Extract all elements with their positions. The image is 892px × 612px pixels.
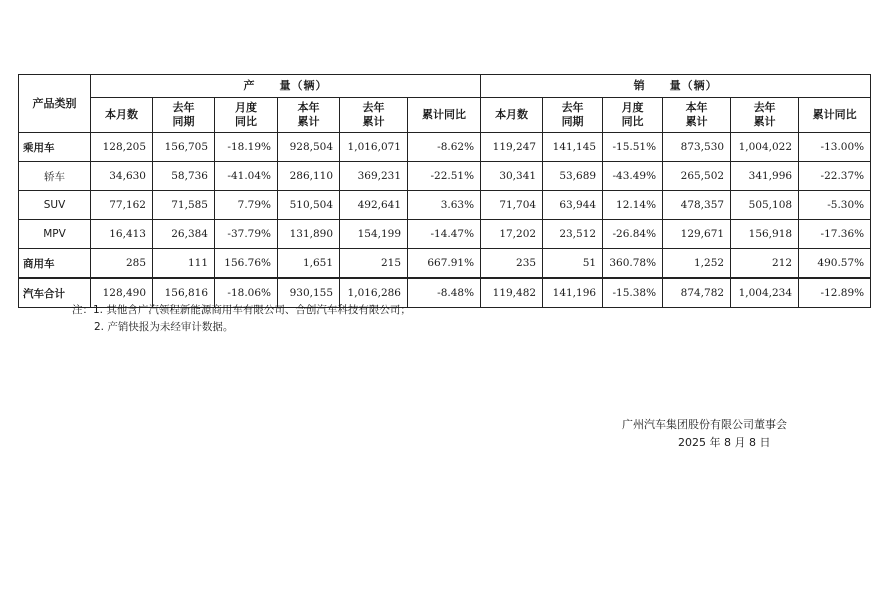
row-category: 商用车 <box>19 249 91 279</box>
production-cell: -18.19% <box>215 133 278 162</box>
sales-cell: 119,482 <box>481 278 543 308</box>
sales-cell: 505,108 <box>731 191 799 220</box>
production-cell: -18.06% <box>215 278 278 308</box>
sales-cell: 71,704 <box>481 191 543 220</box>
sales-cell: -22.37% <box>799 162 871 191</box>
production-cell: -8.62% <box>408 133 481 162</box>
sales-cell: 265,502 <box>663 162 731 191</box>
production-cell: -22.51% <box>408 162 481 191</box>
production-cell: 369,231 <box>340 162 408 191</box>
sales-cell: -13.00% <box>799 133 871 162</box>
sales-cell: 156,918 <box>731 220 799 249</box>
production-cell: 111 <box>153 249 215 279</box>
sales-cell: 119,247 <box>481 133 543 162</box>
production-cell: 1,016,071 <box>340 133 408 162</box>
col-header-monthly-yoy: 月度 同比 <box>215 98 278 133</box>
signature-company: 广州汽车集团股份有限公司董事会 <box>622 418 787 431</box>
production-cell: -14.47% <box>408 220 481 249</box>
sales-cell: 30,341 <box>481 162 543 191</box>
production-cell: 156,705 <box>153 133 215 162</box>
production-cell: 667.91% <box>408 249 481 279</box>
production-cell: 7.79% <box>215 191 278 220</box>
sales-cell: 873,530 <box>663 133 731 162</box>
footnote-1: 注：1. 其他含广汽领程新能源商用车有限公司、合创汽车科技有限公司； <box>72 304 411 316</box>
production-cell: 3.63% <box>408 191 481 220</box>
table-row <box>19 133 871 162</box>
sales-cell: 874,782 <box>663 278 731 308</box>
sales-cell: 212 <box>731 249 799 279</box>
sales-cell: 63,944 <box>543 191 603 220</box>
col-header-ytd: 本年 累计 <box>663 98 731 133</box>
production-cell: 34,630 <box>91 162 153 191</box>
production-cell: 286,110 <box>278 162 340 191</box>
row-category: 轿车 <box>19 162 91 191</box>
production-cell: 77,162 <box>91 191 153 220</box>
sales-cell: -15.51% <box>603 133 663 162</box>
footnote-2: 2. 产销快报为未经审计数据。 <box>94 321 234 333</box>
col-header-last-year-ytd: 去年 累计 <box>340 98 408 133</box>
production-cell: 156,816 <box>153 278 215 308</box>
col-header-cumulative-yoy: 累计同比 <box>799 98 871 133</box>
sales-cell: 17,202 <box>481 220 543 249</box>
sales-cell: -17.36% <box>799 220 871 249</box>
production-cell: 492,641 <box>340 191 408 220</box>
sales-cell: -43.49% <box>603 162 663 191</box>
table-row <box>19 249 871 279</box>
signature-block <box>622 416 822 452</box>
production-header: 产 量（辆） <box>91 75 481 98</box>
sales-cell: 141,145 <box>543 133 603 162</box>
sales-cell: 341,996 <box>731 162 799 191</box>
production-cell: -8.48% <box>408 278 481 308</box>
col-header-this-month: 本月数 <box>91 98 153 133</box>
production-cell: 16,413 <box>91 220 153 249</box>
production-cell: -37.79% <box>215 220 278 249</box>
production-sales-table <box>18 74 871 308</box>
sales-cell: 1,004,234 <box>731 278 799 308</box>
footnotes <box>72 302 411 336</box>
table-row <box>19 162 871 191</box>
row-category: 乘用车 <box>19 133 91 162</box>
row-category: MPV <box>19 220 91 249</box>
table-body <box>19 133 871 308</box>
sales-cell: 53,689 <box>543 162 603 191</box>
col-header-cumulative-yoy: 累计同比 <box>408 98 481 133</box>
sales-cell: 141,196 <box>543 278 603 308</box>
production-cell: 154,199 <box>340 220 408 249</box>
production-cell: -41.04% <box>215 162 278 191</box>
production-cell: 510,504 <box>278 191 340 220</box>
sales-cell: -15.38% <box>603 278 663 308</box>
production-cell: 215 <box>340 249 408 279</box>
production-cell: 128,205 <box>91 133 153 162</box>
production-cell: 156.76% <box>215 249 278 279</box>
production-cell: 285 <box>91 249 153 279</box>
sales-cell: 490.57% <box>799 249 871 279</box>
col-header-last-year-same-period: 去年 同期 <box>153 98 215 133</box>
col-header-this-month: 本月数 <box>481 98 543 133</box>
sales-cell: 1,252 <box>663 249 731 279</box>
col-header-monthly-yoy: 月度 同比 <box>603 98 663 133</box>
col-header-last-year-same-period: 去年 同期 <box>543 98 603 133</box>
sales-cell: 129,671 <box>663 220 731 249</box>
production-cell: 1,016,286 <box>340 278 408 308</box>
production-cell: 131,890 <box>278 220 340 249</box>
sales-cell: 12.14% <box>603 191 663 220</box>
production-cell: 930,155 <box>278 278 340 308</box>
table-row <box>19 220 871 249</box>
production-cell: 128,490 <box>91 278 153 308</box>
sales-cell: -12.89% <box>799 278 871 308</box>
col-header-last-year-ytd: 去年 累计 <box>731 98 799 133</box>
col-header-ytd: 本年 累计 <box>278 98 340 133</box>
signature-date: 2025 年 8 月 8 日 <box>678 436 771 449</box>
sales-cell: 360.78% <box>603 249 663 279</box>
row-category: 汽车合计 <box>19 278 91 308</box>
row-category: SUV <box>19 191 91 220</box>
production-cell: 58,736 <box>153 162 215 191</box>
production-cell: 71,585 <box>153 191 215 220</box>
category-header: 产品类别 <box>19 75 91 133</box>
production-cell: 928,504 <box>278 133 340 162</box>
table-row <box>19 191 871 220</box>
production-cell: 26,384 <box>153 220 215 249</box>
sales-cell: 23,512 <box>543 220 603 249</box>
sales-cell: 235 <box>481 249 543 279</box>
sales-cell: -26.84% <box>603 220 663 249</box>
sales-header: 销 量（辆） <box>481 75 871 98</box>
sales-cell: -5.30% <box>799 191 871 220</box>
sales-cell: 51 <box>543 249 603 279</box>
production-cell: 1,651 <box>278 249 340 279</box>
sales-cell: 1,004,022 <box>731 133 799 162</box>
sales-cell: 478,357 <box>663 191 731 220</box>
